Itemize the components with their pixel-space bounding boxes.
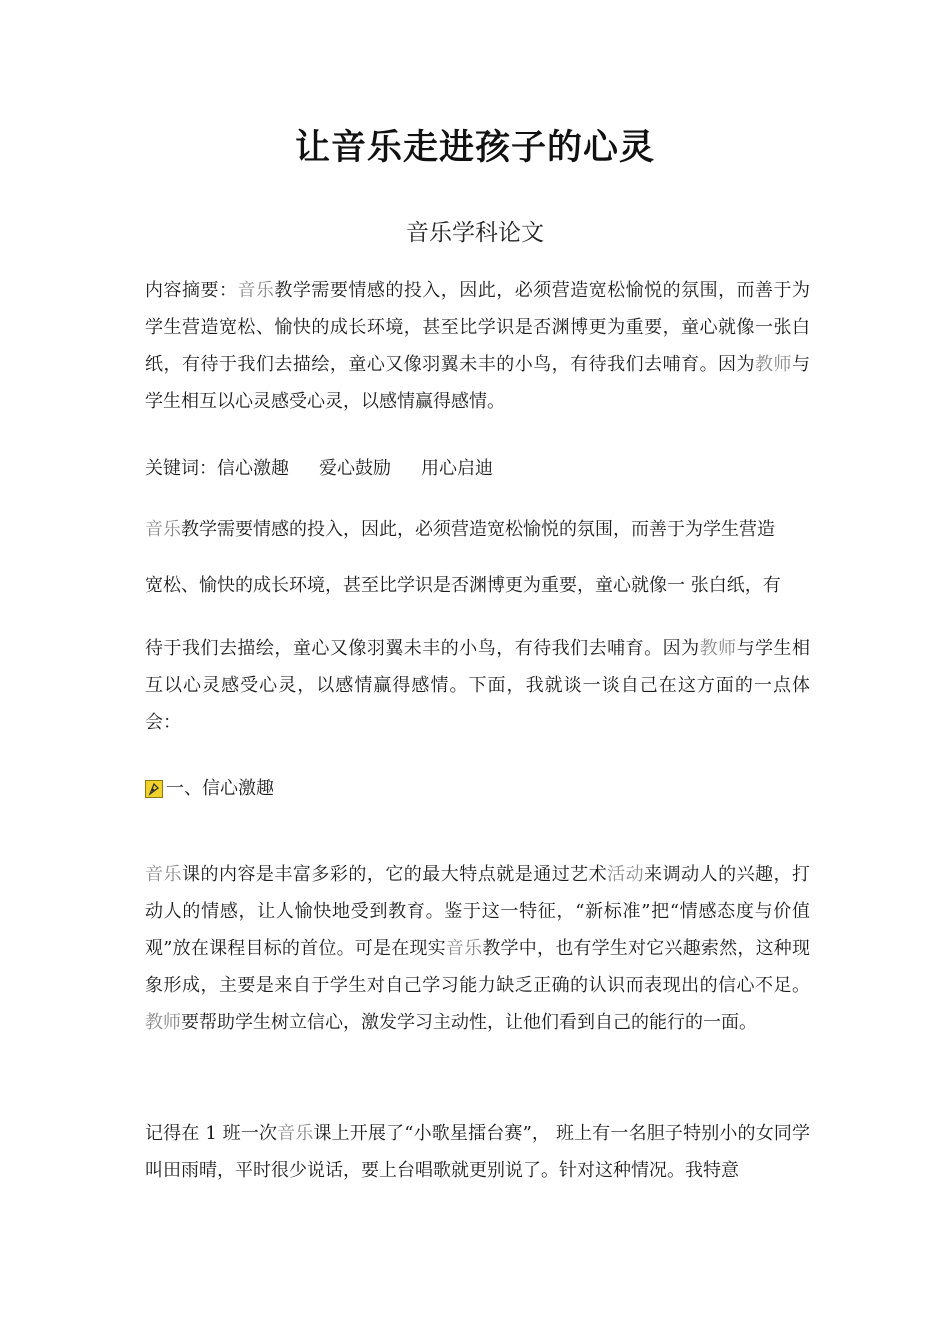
abstract-link-teacher[interactable]: 教师	[755, 354, 793, 375]
section-heading	[145, 774, 274, 804]
abstract-link-music[interactable]: 音乐	[237, 280, 275, 301]
link-music[interactable]: 音乐	[145, 864, 182, 885]
section1-paragraph-2	[145, 1115, 810, 1189]
keyword-item: 信心激趣	[217, 458, 289, 479]
para-text: 来调动人的兴趣，打动人的情感，让人愉快地受到教育。鉴于这一特征，“新标准”把“情感态度与价值观”放在课程目标的首位。可是在现实	[145, 864, 811, 959]
link-teacher[interactable]: 教师	[145, 1012, 181, 1033]
abstract-text-2: 与学生相互以心灵感受心灵，以感情赢得感情。	[145, 354, 811, 412]
para-text: 要帮助学生树立信心，激发学习主动性，让他们看到自己的能行的一面。	[181, 1012, 757, 1033]
note-flag-icon[interactable]	[145, 780, 163, 798]
intro-text-4: 与学生相互以心灵感受心灵，以感情赢得感情。下面，我就谈一谈自己在这方面的一点体会：	[145, 638, 811, 733]
link-music[interactable]: 音乐	[445, 938, 483, 959]
intro-link-music[interactable]: 音乐	[145, 519, 181, 540]
link-music[interactable]: 音乐	[277, 1123, 314, 1144]
abstract-paragraph	[145, 272, 810, 420]
para-text: 课上开展了“小歌星擂台赛”， 班上有一名胆子特别小的女同学叫田雨晴，平时很少说话，要上台唱歌就更别说了。针对这种情况。我特意	[145, 1123, 811, 1181]
para-text: 记得在 1 班一次	[145, 1123, 278, 1144]
section-heading-text: 一、信心激趣	[166, 778, 274, 799]
link-activity[interactable]: 活动	[607, 864, 645, 885]
intro-line-2: 宽松、愉快的成长环境，甚至比学识是否渊博更为重要，童心就像一 张白纸，有	[145, 575, 781, 596]
keywords-label: 关键词：	[145, 458, 217, 479]
abstract-text-1: 教学需要情感的投入，因此，必须营造宽松愉悦的氛围，而善于为学生营造宽松、愉快的成长环境，甚至比学识是否渊博更为重要，童心就像一张白纸，有待于我们去描绘，童心又像羽翼未丰的小鸟，有待我们去哺育。因为	[145, 280, 811, 375]
document-subtitle: 音乐学科论文	[406, 220, 544, 246]
keyword-item: 用心启迪	[421, 458, 493, 479]
intro-text-3: 待于我们去描绘，童心又像羽翼未丰的小鸟，有待我们去哺育。因为	[145, 638, 700, 659]
intro-line-1	[145, 511, 810, 548]
para-text: 教学中，也有学生对它兴趣索然，这种现象形成，主要是来自于学生对自己学习能力缺乏正确的认识而表现出的信心不足。	[145, 938, 811, 996]
document-title: 让音乐走进孩子的心灵	[294, 127, 655, 168]
keyword-item: 爱心鼓励	[319, 458, 391, 479]
keywords-line	[145, 450, 810, 487]
intro-link-teacher[interactable]: 教师	[699, 638, 737, 659]
para-text: 课的内容是丰富多彩的，它的最大特点就是通过艺术	[181, 864, 608, 885]
section1-paragraph-1	[145, 856, 810, 1041]
intro-text-1: 教学需要情感的投入，因此，必须营造宽松愉悦的氛围，而善于为学生营造	[181, 519, 775, 540]
abstract-label: 内容摘要：	[145, 280, 238, 301]
intro-paragraph-rest	[145, 630, 810, 741]
